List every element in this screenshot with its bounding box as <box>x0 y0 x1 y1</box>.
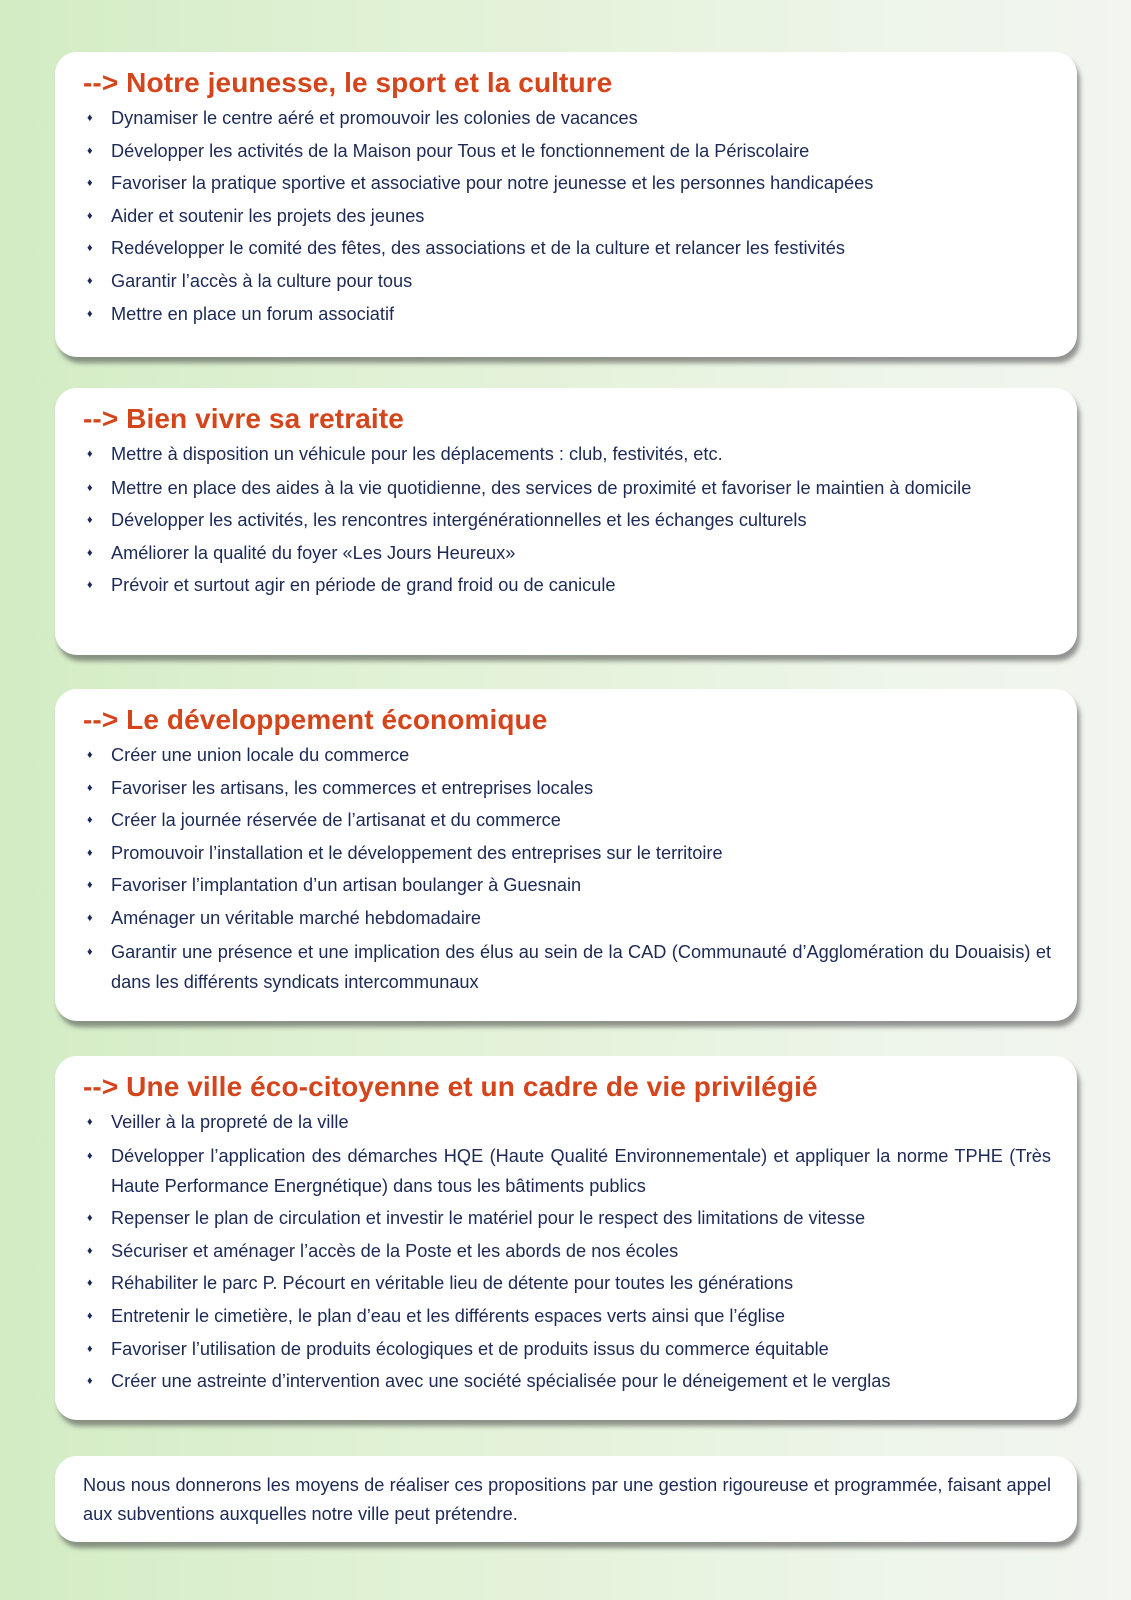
diamond-bullet-icon: ♦ <box>87 1375 93 1388</box>
list-item: ♦ Favoriser la pratique sportive et associative pour notre jeunesse et les personnes handicapées <box>83 169 1051 198</box>
proposal-list <box>83 1108 1051 1396</box>
diamond-bullet-icon: ♦ <box>87 781 93 794</box>
list-item: ♦ Favoriser l’implantation d’un artisan boulanger à Guesnain <box>83 871 1051 900</box>
list-item: ♦ Dynamiser le centre aéré et promouvoir les colonies de vacances <box>83 104 1051 133</box>
list-item: ♦ Garantir une présence et une implication des élus au sein de la CAD (Communauté d’Agglomération du Douaisis) et dans les différents syndicats intercommunaux <box>83 937 1051 997</box>
list-item: ♦ Repenser le plan de circulation et investir le matériel pour le respect des limitations de vitesse <box>83 1204 1051 1233</box>
diamond-bullet-icon: ♦ <box>87 911 93 924</box>
list-item: ♦ Créer une union locale du commerce <box>83 741 1051 770</box>
list-item: ♦ Mettre en place un forum associatif <box>83 300 1051 329</box>
proposal-list <box>83 104 1051 329</box>
list-item: ♦ Prévoir et surtout agir en période de grand froid ou de canicule <box>83 571 1051 600</box>
list-item: ♦ Développer les activités de la Maison pour Tous et le fonctionnement de la Périscolaire <box>83 137 1051 166</box>
diamond-bullet-icon: ♦ <box>87 1212 93 1225</box>
diamond-bullet-icon: ♦ <box>87 274 93 287</box>
diamond-bullet-icon: ♦ <box>87 1342 93 1355</box>
list-item: ♦ Veiller à la propreté de la ville <box>83 1108 1051 1137</box>
closing-statement-card <box>55 1456 1077 1542</box>
diamond-bullet-icon: ♦ <box>87 546 93 559</box>
list-item: ♦ Entretenir le cimetière, le plan d’eau et les différents espaces verts ainsi que l’église <box>83 1302 1051 1331</box>
list-item: ♦ Promouvoir l’installation et le développement des entreprises sur le territoire <box>83 839 1051 868</box>
section-card-retirement <box>55 388 1077 655</box>
list-item: ♦ Réhabiliter le parc P. Pécourt en véritable lieu de détente pour toutes les générations <box>83 1269 1051 1298</box>
diamond-bullet-icon: ♦ <box>87 945 93 958</box>
section-card-economic-development <box>55 689 1077 1021</box>
section-title: --> Bien vivre sa retraite <box>83 403 404 434</box>
proposal-list <box>83 440 1051 600</box>
list-item: ♦ Aménager un véritable marché hebdomadaire <box>83 904 1051 933</box>
diamond-bullet-icon: ♦ <box>87 481 93 494</box>
list-item: ♦ Aider et soutenir les projets des jeunes <box>83 202 1051 231</box>
list-item: ♦ Développer les activités, les rencontres intergénérationnelles et les échanges culturels <box>83 506 1051 535</box>
section-title: --> Notre jeunesse, le sport et la culture <box>83 67 613 98</box>
section-title: --> Une ville éco-citoyenne et un cadre de vie privilégié <box>83 1071 818 1102</box>
list-item: ♦ Sécuriser et aménager l’accès de la Poste et les abords de nos écoles <box>83 1237 1051 1266</box>
diamond-bullet-icon: ♦ <box>87 1116 93 1128</box>
diamond-bullet-icon: ♦ <box>87 242 93 255</box>
diamond-bullet-icon: ♦ <box>87 749 93 761</box>
diamond-bullet-icon: ♦ <box>87 514 93 527</box>
list-item: ♦ Améliorer la qualité du foyer «Les Jours Heureux» <box>83 539 1051 568</box>
diamond-bullet-icon: ♦ <box>87 448 93 460</box>
list-item: ♦ Favoriser l’utilisation de produits écologiques et de produits issus du commerce équitable <box>83 1335 1051 1364</box>
diamond-bullet-icon: ♦ <box>87 307 93 320</box>
list-item: ♦ Créer la journée réservée de l’artisanat et du commerce <box>83 806 1051 835</box>
proposal-list <box>83 741 1051 997</box>
diamond-bullet-icon: ♦ <box>87 579 93 592</box>
list-item: ♦ Mettre en place des aides à la vie quotidienne, des services de proximité et favoriser le maintien à domicile <box>83 473 1051 503</box>
diamond-bullet-icon: ♦ <box>87 1277 93 1290</box>
list-item: ♦ Développer l’application des démarches HQE (Haute Qualité Environnementale) et appliquer la norme TPHE (Très Haute Performance Energnétique) dans tous les bâtiments publics <box>83 1141 1051 1201</box>
section-card-youth-sport-culture <box>55 52 1077 357</box>
diamond-bullet-icon: ♦ <box>87 112 93 124</box>
diamond-bullet-icon: ♦ <box>87 1244 93 1257</box>
closing-statement: Nous nous donnerons les moyens de réaliser ces propositions par une gestion rigoureuse et programmée, faisant appel aux subventions auxquelles notre ville peut prétendre. <box>83 1475 1051 1524</box>
section-title: --> Le développement économique <box>83 704 548 735</box>
diamond-bullet-icon: ♦ <box>87 144 93 157</box>
diamond-bullet-icon: ♦ <box>87 1149 93 1162</box>
list-item: ♦ Favoriser les artisans, les commerces et entreprises locales <box>83 774 1051 803</box>
list-item: ♦ Mettre à disposition un véhicule pour les déplacements : club, festivités, etc. <box>83 440 1051 469</box>
list-item: ♦ Créer une astreinte d’intervention avec une société spécialisée pour le déneigement et le verglas <box>83 1367 1051 1396</box>
diamond-bullet-icon: ♦ <box>87 846 93 859</box>
diamond-bullet-icon: ♦ <box>87 1309 93 1322</box>
diamond-bullet-icon: ♦ <box>87 814 93 827</box>
section-card-eco-citizen-city <box>55 1056 1077 1420</box>
diamond-bullet-icon: ♦ <box>87 209 93 222</box>
diamond-bullet-icon: ♦ <box>87 177 93 190</box>
list-item: ♦ Garantir l’accès à la culture pour tous <box>83 267 1051 296</box>
diamond-bullet-icon: ♦ <box>87 879 93 892</box>
list-item: ♦ Redévelopper le comité des fêtes, des associations et de la culture et relancer les festivités <box>83 234 1051 263</box>
